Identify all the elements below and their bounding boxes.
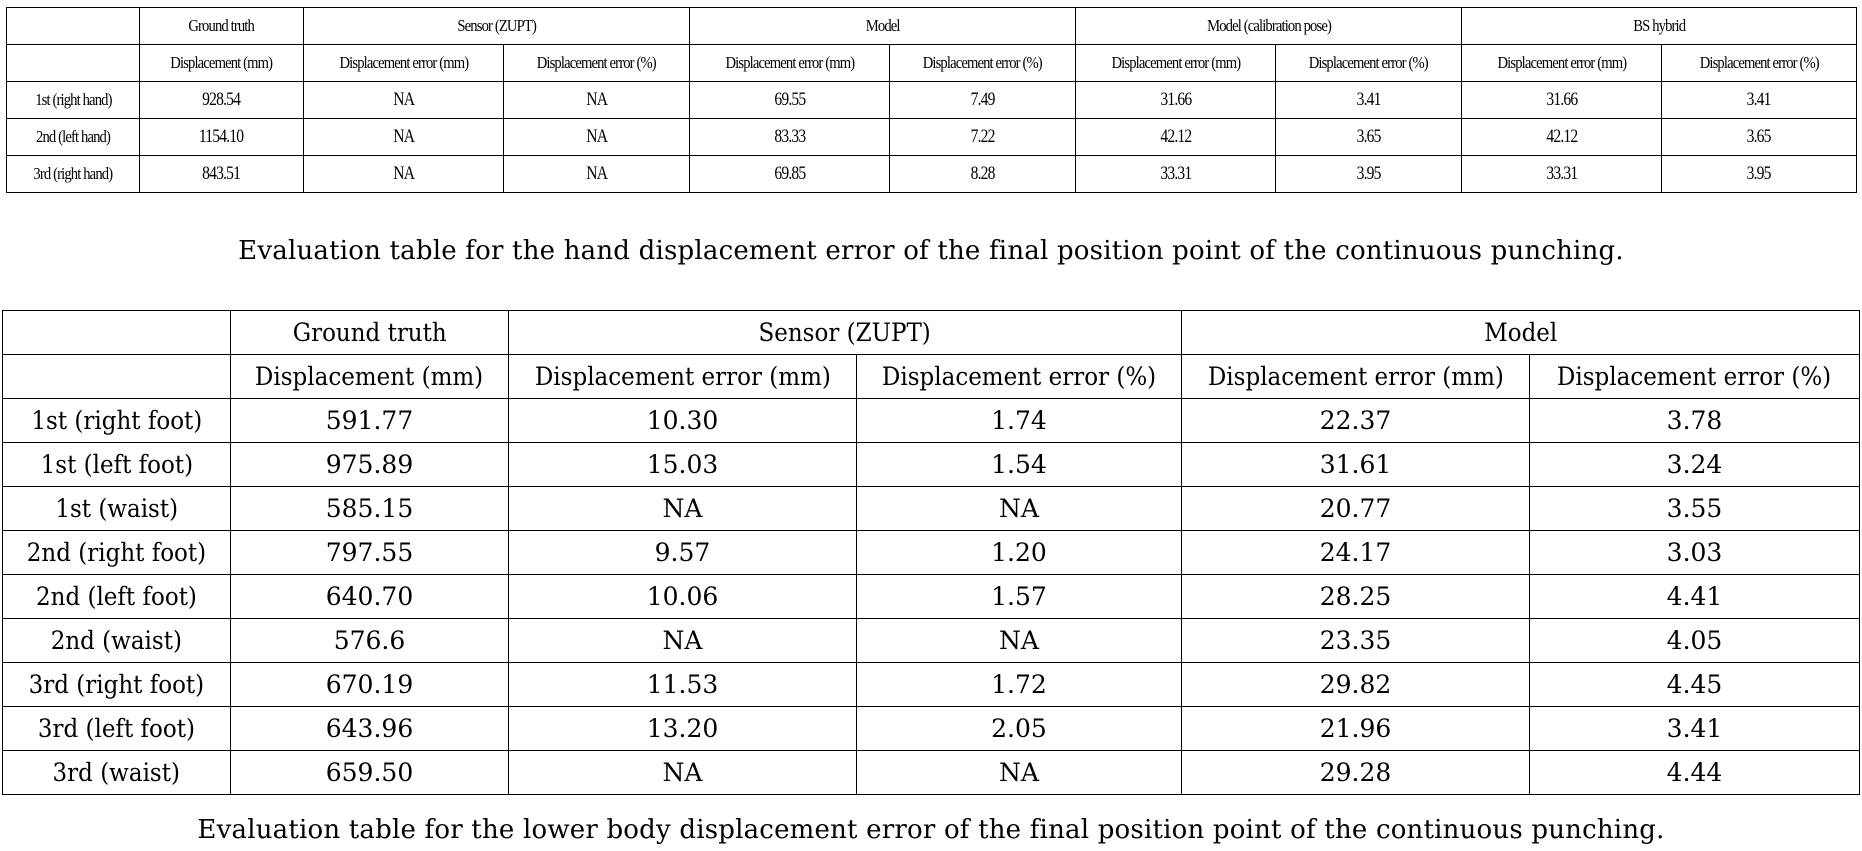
hand-sub-header-text: Displacement error (mm): [1111, 53, 1240, 72]
cell-value: 10.06: [646, 582, 719, 611]
cell-value: 670.19: [325, 670, 414, 699]
row-label-cell: [7, 119, 140, 156]
table-cell: [1662, 156, 1857, 193]
table-cell: [890, 156, 1076, 193]
table-cell: [1182, 575, 1530, 619]
cell-value: 640.70: [325, 582, 414, 611]
row-label-cell: [3, 531, 231, 575]
table-cell: [1276, 119, 1462, 156]
cell-value: 31.66: [1160, 89, 1192, 110]
cell-value: 29.82: [1319, 670, 1392, 699]
table-cell: [1530, 751, 1860, 795]
table-cell: [1182, 399, 1530, 443]
cell-value: 29.28: [1319, 758, 1392, 787]
row-label: 2nd (left foot): [36, 582, 197, 611]
table-cell: [504, 156, 690, 193]
table-cell: [304, 82, 504, 119]
cell-value: 13.20: [646, 714, 719, 743]
body-corner-cell: [3, 311, 231, 355]
body-header-ground-truth-text: Ground truth: [292, 318, 447, 347]
table-row: [7, 119, 1857, 156]
table-row: [3, 575, 1860, 619]
table-cell: [509, 399, 857, 443]
body-sub-header-text: Displacement (mm): [255, 362, 484, 391]
table-cell: [1076, 156, 1276, 193]
table-cell: [231, 663, 509, 707]
row-label: 3rd (right hand): [33, 164, 113, 183]
cell-value: 1.57: [991, 582, 1047, 611]
cell-value: 585.15: [325, 494, 414, 523]
lower-body-table-caption: Evaluation table for the lower body displacement error of the final position point of the continuous punching.: [197, 815, 1665, 845]
cell-value: NA: [586, 89, 607, 110]
table-row: [3, 663, 1860, 707]
cell-value: NA: [586, 126, 607, 147]
table-cell: [509, 531, 857, 575]
cell-value: 1.74: [991, 406, 1047, 435]
cell-value: 24.17: [1319, 538, 1392, 567]
cell-value: 69.85: [774, 163, 805, 184]
cell-value: 3.41: [1356, 89, 1381, 110]
table-cell: [857, 531, 1182, 575]
row-label: 1st (right foot): [31, 406, 202, 435]
cell-value: 3.41: [1666, 714, 1723, 743]
cell-value: NA: [393, 126, 414, 147]
table-cell: [140, 119, 304, 156]
cell-value: 7.49: [970, 89, 995, 110]
hand-sub-header-text: Displacement error (mm): [725, 53, 854, 72]
cell-value: NA: [662, 494, 703, 523]
body-table-body: [3, 399, 1860, 795]
hand-table-caption: Evaluation table for the hand displacement error of the final position point of the continuous punching.: [238, 236, 1624, 266]
cell-value: 3.55: [1666, 494, 1723, 523]
table-cell: [690, 156, 890, 193]
table-cell: [504, 119, 690, 156]
table-cell: [1530, 531, 1860, 575]
table-cell: [1462, 119, 1662, 156]
body-sub-header-row: [3, 355, 1860, 399]
row-label: 1st (left foot): [40, 450, 193, 479]
row-label-cell: [3, 443, 231, 487]
cell-value: 22.37: [1319, 406, 1392, 435]
cell-value: 2.05: [991, 714, 1047, 743]
cell-value: 659.50: [325, 758, 414, 787]
hand-sub-header-text: Displacement error (%): [536, 53, 657, 72]
table-cell: [1662, 82, 1857, 119]
table-cell: [509, 487, 857, 531]
table-cell: [1530, 575, 1860, 619]
table-cell: [1182, 707, 1530, 751]
table-cell: [857, 619, 1182, 663]
table-cell: [857, 487, 1182, 531]
table-cell: [231, 399, 509, 443]
cell-value: NA: [662, 626, 703, 655]
cell-value: NA: [999, 494, 1039, 523]
table-cell: [1662, 119, 1857, 156]
table-cell: [1182, 443, 1530, 487]
hand-sub-header-model-pct: [890, 45, 1076, 82]
cell-value: 3.95: [1747, 163, 1772, 184]
table-row: [3, 619, 1860, 663]
hand-sub-header-calib-pct: [1276, 45, 1462, 82]
row-label-cell: [3, 399, 231, 443]
hand-sub-header-hybrid-pct: [1662, 45, 1857, 82]
table-cell: [690, 82, 890, 119]
cell-value: 11.53: [646, 670, 719, 699]
table-row: [3, 399, 1860, 443]
body-sub-header-text: Displacement error (%): [1557, 362, 1832, 391]
table-cell: [509, 707, 857, 751]
cell-value: 42.12: [1160, 126, 1192, 147]
body-header-sensor-text: Sensor (ZUPT): [758, 318, 932, 347]
table-cell: [857, 707, 1182, 751]
body-sub-header-text: Displacement error (%): [881, 362, 1157, 391]
cell-value: 3.95: [1356, 163, 1381, 184]
body-sub-header-model-mm: [1182, 355, 1530, 399]
cell-value: 15.03: [646, 450, 719, 479]
row-label-cell: [3, 619, 231, 663]
cell-value: NA: [662, 758, 703, 787]
table-cell: [1530, 619, 1860, 663]
body-header-sensor: [509, 311, 1182, 355]
table-cell: [1530, 707, 1860, 751]
body-sub-header-text: Displacement error (mm): [534, 362, 831, 391]
cell-value: 20.77: [1319, 494, 1392, 523]
row-label: 1st (waist): [55, 494, 178, 523]
cell-value: 1.54: [991, 450, 1047, 479]
table-cell: [1276, 156, 1462, 193]
body-header-model-text: Model: [1483, 318, 1558, 347]
table-cell: [509, 751, 857, 795]
cell-value: 1.20: [991, 538, 1047, 567]
hand-header-model-calibration-text: Model (calibration pose): [1206, 16, 1331, 35]
cell-value: 643.96: [325, 714, 414, 743]
table-cell: [1182, 487, 1530, 531]
table-row: [3, 751, 1860, 795]
row-label: 2nd (right foot): [26, 538, 207, 567]
table-cell: [140, 156, 304, 193]
hand-sub-header-text: Displacement error (%): [1308, 53, 1429, 72]
table-cell: [890, 82, 1076, 119]
row-label: 1st (right hand): [34, 90, 112, 109]
cell-value: 591.77: [325, 406, 414, 435]
table-row: [3, 531, 1860, 575]
cell-value: NA: [586, 163, 607, 184]
table-cell: [509, 575, 857, 619]
cell-value: 3.41: [1747, 89, 1772, 110]
row-label: 3rd (waist): [52, 758, 181, 787]
table-row: [7, 156, 1857, 193]
cell-value: NA: [999, 758, 1039, 787]
hand-header-sensor-text: Sensor (ZUPT): [457, 16, 536, 35]
hand-sub-header-displacement: [140, 45, 304, 82]
hand-sub-header-sensor-pct: [504, 45, 690, 82]
cell-value: NA: [393, 163, 414, 184]
cell-value: 3.24: [1666, 450, 1723, 479]
cell-value: 3.78: [1666, 406, 1723, 435]
cell-value: 4.44: [1666, 758, 1723, 787]
body-group-header-row: [3, 311, 1860, 355]
body-sub-corner-cell: [3, 355, 231, 399]
row-label: 3rd (right foot): [28, 670, 205, 699]
hand-table-body: [7, 82, 1857, 193]
table-cell: [857, 751, 1182, 795]
row-label: 3rd (left foot): [37, 714, 196, 743]
table-cell: [1182, 531, 1530, 575]
cell-value: 21.96: [1319, 714, 1392, 743]
hand-sub-header-calib-mm: [1076, 45, 1276, 82]
cell-value: 576.6: [333, 626, 406, 655]
hand-header-ground-truth-text: Ground truth: [188, 16, 255, 35]
cell-value: 8.28: [970, 163, 995, 184]
cell-value: 23.35: [1319, 626, 1392, 655]
cell-value: 9.57: [654, 538, 711, 567]
hand-sub-header-row: [7, 45, 1857, 82]
hand-header-model-text: Model: [865, 16, 900, 35]
cell-value: 10.30: [646, 406, 719, 435]
hand-sub-header-text: Displacement error (mm): [1497, 53, 1626, 72]
hand-header-model-calibration: [1076, 8, 1462, 45]
table-cell: [1530, 399, 1860, 443]
table-cell: [231, 443, 509, 487]
table-cell: [509, 443, 857, 487]
cell-value: 797.55: [325, 538, 414, 567]
cell-value: 4.41: [1666, 582, 1723, 611]
row-label-cell: [3, 751, 231, 795]
table-cell: [304, 156, 504, 193]
cell-value: 1154.10: [199, 126, 244, 147]
cell-value: 4.45: [1666, 670, 1723, 699]
body-sub-header-sensor-pct: [857, 355, 1182, 399]
hand-sub-header-hybrid-mm: [1462, 45, 1662, 82]
cell-value: 3.65: [1356, 126, 1381, 147]
table-row: [3, 487, 1860, 531]
table-cell: [1182, 751, 1530, 795]
table-cell: [1530, 443, 1860, 487]
hand-header-ground-truth: [140, 8, 304, 45]
cell-value: 33.31: [1160, 163, 1192, 184]
hand-displacement-table: [6, 7, 1857, 193]
hand-sub-header-text: Displacement (mm): [170, 53, 273, 72]
cell-value: 975.89: [325, 450, 414, 479]
table-cell: [231, 531, 509, 575]
cell-value: 69.55: [774, 89, 805, 110]
table-cell: [857, 575, 1182, 619]
table-cell: [1462, 82, 1662, 119]
body-header-model: [1182, 311, 1860, 355]
table-cell: [231, 487, 509, 531]
cell-value: 83.33: [774, 126, 805, 147]
table-cell: [504, 82, 690, 119]
table-cell: [140, 82, 304, 119]
table-cell: [231, 751, 509, 795]
table-cell: [857, 399, 1182, 443]
cell-value: 928.54: [202, 89, 241, 110]
table-row: [3, 443, 1860, 487]
table-cell: [1076, 119, 1276, 156]
lower-body-displacement-table: [2, 310, 1860, 795]
table-cell: [1530, 663, 1860, 707]
row-label: 2nd (left hand): [36, 127, 110, 146]
table-cell: [231, 707, 509, 751]
cell-value: 843.51: [202, 163, 241, 184]
cell-value: 7.22: [970, 126, 995, 147]
table-cell: [509, 619, 857, 663]
cell-value: 31.66: [1546, 89, 1578, 110]
cell-value: 31.61: [1319, 450, 1392, 479]
row-label: 2nd (waist): [50, 626, 183, 655]
body-header-ground-truth: [231, 311, 509, 355]
table-cell: [231, 575, 509, 619]
cell-value: 33.31: [1546, 163, 1578, 184]
body-sub-header-displacement: [231, 355, 509, 399]
hand-sub-header-sensor-mm: [304, 45, 504, 82]
body-sub-header-text: Displacement error (mm): [1207, 362, 1504, 391]
body-sub-header-model-pct: [1530, 355, 1860, 399]
cell-value: 3.03: [1666, 538, 1723, 567]
table-cell: [509, 663, 857, 707]
table-cell: [231, 619, 509, 663]
row-label-cell: [3, 487, 231, 531]
table-cell: [1276, 82, 1462, 119]
hand-header-sensor: [304, 8, 690, 45]
row-label-cell: [7, 82, 140, 119]
table-row: [3, 707, 1860, 751]
table-cell: [1530, 487, 1860, 531]
cell-value: 42.12: [1546, 126, 1578, 147]
cell-value: NA: [393, 89, 414, 110]
hand-header-bs-hybrid-text: BS hybrid: [1633, 16, 1686, 35]
table-row: [7, 82, 1857, 119]
cell-value: 28.25: [1319, 582, 1392, 611]
table-cell: [857, 663, 1182, 707]
hand-header-bs-hybrid: [1462, 8, 1857, 45]
body-sub-header-sensor-mm: [509, 355, 857, 399]
row-label-cell: [3, 663, 231, 707]
table-cell: [304, 119, 504, 156]
row-label-cell: [3, 575, 231, 619]
table-cell: [1076, 82, 1276, 119]
hand-sub-header-text: Displacement error (mm): [339, 53, 468, 72]
row-label-cell: [7, 156, 140, 193]
cell-value: 3.65: [1747, 126, 1772, 147]
table-cell: [1182, 663, 1530, 707]
hand-group-header-row: [7, 8, 1857, 45]
hand-sub-header-model-mm: [690, 45, 890, 82]
cell-value: 4.05: [1666, 626, 1723, 655]
table-cell: [690, 119, 890, 156]
table-cell: [890, 119, 1076, 156]
table-cell: [1462, 156, 1662, 193]
hand-header-model: [690, 8, 1076, 45]
table-cell: [857, 443, 1182, 487]
cell-value: NA: [999, 626, 1039, 655]
hand-sub-header-text: Displacement error (%): [1699, 53, 1819, 72]
table-cell: [1182, 619, 1530, 663]
cell-value: 1.72: [991, 670, 1047, 699]
hand-corner-cell: [7, 8, 140, 45]
hand-sub-corner-cell: [7, 45, 140, 82]
row-label-cell: [3, 707, 231, 751]
hand-sub-header-text: Displacement error (%): [922, 53, 1043, 72]
